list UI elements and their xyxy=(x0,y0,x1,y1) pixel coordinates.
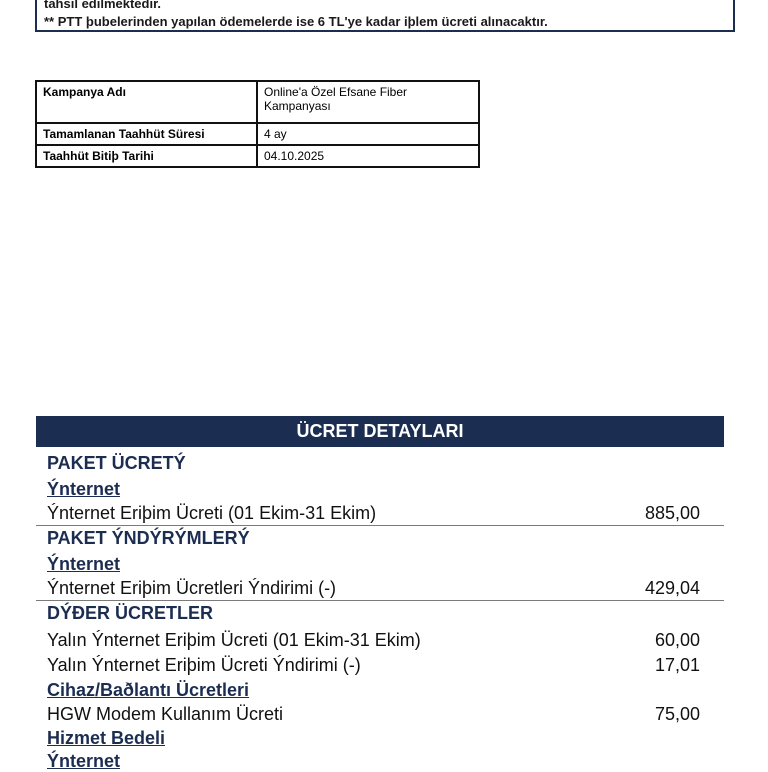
line-item-label: HGW Modem Kullanım Ücreti xyxy=(47,704,284,724)
device-fees-sub: Cihaz/Baðlantı Ücretleri xyxy=(47,680,250,700)
campaign-row-name xyxy=(36,81,479,123)
campaign-name-value-line2: Kampanyası xyxy=(264,99,331,113)
campaign-row-enddate xyxy=(36,145,479,167)
fee-details-header xyxy=(36,416,724,447)
line-item xyxy=(47,704,700,725)
campaign-duration-label: Tamamlanan Taahhüt Süresi xyxy=(36,123,257,145)
package-fee-heading: PAKET ÜCRETÝ xyxy=(47,453,186,473)
line-item-label: Ýnternet Eriþim Ücreti (01 Ekim-31 Ekim) xyxy=(47,503,377,523)
campaign-enddate-label: Taahhüt Bitiþ Tarihi xyxy=(36,145,257,167)
line-item xyxy=(47,630,700,651)
other-fees-heading: DÝÐER ÜCRETLER xyxy=(47,603,214,623)
line-item-amount: 429,04 xyxy=(644,578,700,598)
service-fee-sub: Hizmet Bedeli xyxy=(47,728,166,748)
line-item xyxy=(47,655,700,676)
service-fee-internet-sub: Ýnternet xyxy=(47,751,121,771)
line-item-label: Yalın Ýnternet Eriþim Ücreti Ýndirimi (-) xyxy=(47,655,361,675)
campaign-enddate-value: 04.10.2025 xyxy=(257,145,479,167)
section-divider xyxy=(36,600,724,601)
line-item-label: Yalın Ýnternet Eriþim Ücreti (01 Ekim-31 Ekim) xyxy=(47,630,421,650)
line-item xyxy=(47,503,700,524)
notice-line-2: ** PTT þubelerinden yapılan ödemelerde ise 6 TL'ye kadar iþlem ücreti alınacaktır. xyxy=(44,14,548,29)
campaign-name-value-line1: Online'a Özel Efsane Fiber xyxy=(264,85,408,99)
package-discount-heading: PAKET ÝNDÝRÝMLERÝ xyxy=(47,528,250,548)
campaign-name-label: Kampanya Adı xyxy=(36,81,257,123)
line-item xyxy=(47,578,700,599)
line-item-amount: 17,01 xyxy=(654,655,700,675)
campaign-name-value xyxy=(257,81,479,123)
section-divider xyxy=(36,525,724,526)
package-fee-internet-sub: Ýnternet xyxy=(47,479,121,499)
line-item-amount: 885,00 xyxy=(644,503,700,523)
line-item-amount: 60,00 xyxy=(654,630,700,650)
campaign-table xyxy=(35,80,480,168)
package-discount-internet-sub: Ýnternet xyxy=(47,554,121,574)
line-item-label: Ýnternet Eriþim Ücretleri Ýndirimi (-) xyxy=(47,578,337,598)
notice-line-1: tahsil edilmektedir. xyxy=(44,0,162,11)
campaign-duration-value: 4 ay xyxy=(257,123,479,145)
fee-details-title: ÜCRET DETAYLARI xyxy=(296,421,464,441)
campaign-row-duration xyxy=(36,123,479,145)
line-item-amount: 75,00 xyxy=(654,704,700,724)
